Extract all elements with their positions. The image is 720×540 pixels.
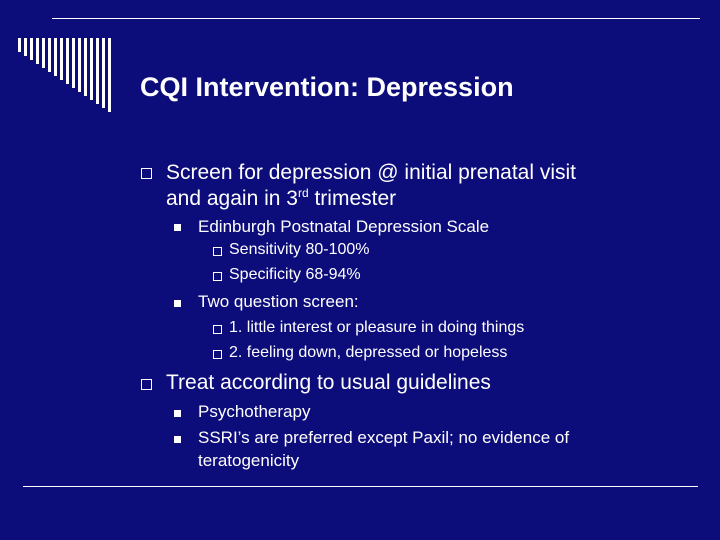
- hollow-square-bullet-icon: [141, 168, 152, 179]
- sub-sub-bullet-text: 1. little interest or pleasure in doing things: [229, 319, 525, 336]
- sub-bullet-text: Psychotherapy: [198, 402, 311, 421]
- decor-bar: [72, 38, 75, 88]
- decor-bar: [108, 38, 111, 112]
- decor-bar: [18, 38, 21, 52]
- hollow-square-bullet-icon: [213, 272, 222, 281]
- slide-title: CQI Intervention: Depression: [140, 72, 514, 102]
- hollow-square-bullet-icon: [213, 325, 222, 334]
- sub-bullet-text: Edinburgh Postnatal Depression Scale: [198, 217, 490, 236]
- square-bullet-icon: [174, 436, 181, 443]
- decor-bar: [36, 38, 39, 64]
- hollow-square-bullet-icon: [141, 379, 152, 390]
- decor-bar: [78, 38, 81, 92]
- decor-bar: [42, 38, 45, 68]
- hollow-square-bullet-icon: [213, 247, 222, 256]
- sub-bullet-text: SSRI’s are preferred except Paxil; no evidence of: [198, 428, 570, 447]
- bullet-text-line2: and again in 3rd trimester: [166, 186, 397, 210]
- decor-bar: [102, 38, 105, 108]
- decor-bar: [96, 38, 99, 104]
- sub-sub-bullet-text: 2. feeling down, depressed or hopeless: [229, 344, 508, 361]
- decor-bar: [30, 38, 33, 60]
- decor-bar: [90, 38, 93, 100]
- decor-bar: [54, 38, 57, 76]
- decor-bar: [24, 38, 27, 56]
- bottom-rule: [23, 486, 698, 487]
- decor-bar: [66, 38, 69, 84]
- square-bullet-icon: [174, 300, 181, 307]
- sub-bullet-text-line2: teratogenicity: [198, 451, 300, 470]
- decor-bar: [48, 38, 51, 72]
- bullet-text: Screen for depression @ initial prenatal visit: [166, 161, 577, 184]
- square-bullet-icon: [174, 224, 181, 231]
- sub-sub-bullet-text: Specificity 68-94%: [229, 266, 361, 283]
- sub-bullet-text: Two question screen:: [198, 292, 359, 311]
- hollow-square-bullet-icon: [213, 350, 222, 359]
- decor-bar: [60, 38, 63, 80]
- bullet-text: Treat according to usual guidelines: [166, 371, 491, 394]
- square-bullet-icon: [174, 410, 181, 417]
- sub-sub-bullet-text: Sensitivity 80-100%: [229, 241, 370, 258]
- top-rule: [52, 18, 700, 19]
- decor-bar: [84, 38, 87, 96]
